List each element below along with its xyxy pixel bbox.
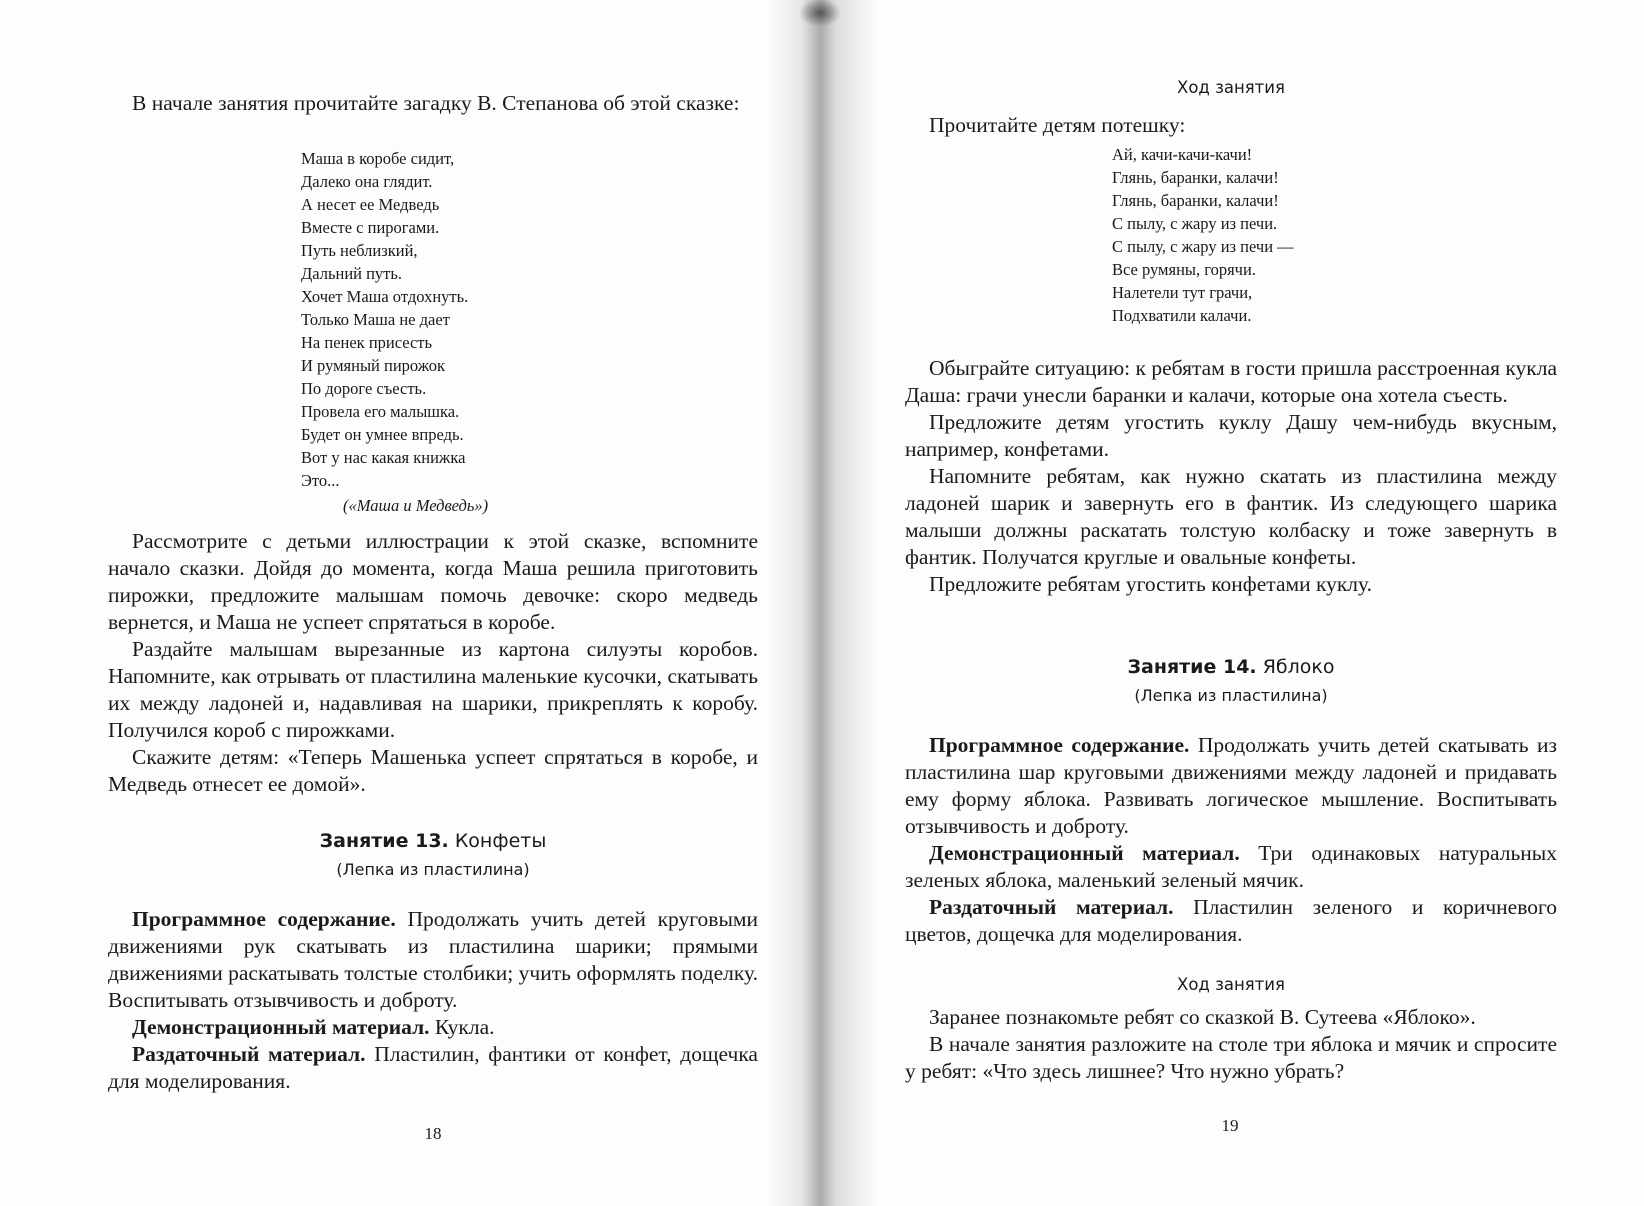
lesson-title xyxy=(905,656,1557,678)
right-page xyxy=(905,0,1557,1206)
poem-line: Путь неблизкий, xyxy=(301,241,418,260)
nursery-rhyme xyxy=(1112,143,1294,327)
poem-line: Вот у нас какая книжка xyxy=(301,448,466,467)
poem-line: С пылу, с жару из печи. xyxy=(1112,214,1278,233)
demo-text: Три одинаковых натуральных зеленых яблока, маленький зеленый мячик. xyxy=(905,841,1558,892)
poem-line: Подхватили калачи. xyxy=(1112,306,1252,325)
lesson-details xyxy=(905,732,1557,948)
program-paragraph xyxy=(905,732,1557,840)
lesson-label: Занятие 13. xyxy=(319,830,449,852)
left-page xyxy=(108,0,758,1206)
intro-paragraph: Прочитайте детям потешку: xyxy=(929,113,1186,137)
body-text xyxy=(905,355,1557,598)
program-text: Продолжать учить детей скатывать из пластилина шар круговыми движениями между ладоней и придавать ему форму яблока. Развивать логическое мышление. Воспитывать отзывчивость и доброту. xyxy=(905,733,1557,838)
poem-line: С пылу, с жару из печи — xyxy=(1112,237,1294,256)
handout-text: Пластилин зеленого и коричневого цветов, дощечка для моделирования. xyxy=(905,895,1557,946)
handout-label: Раздаточный материал. xyxy=(929,895,1174,919)
poem-answer: («Маша и Медведь») xyxy=(343,496,489,515)
page-number: 18 xyxy=(424,1124,442,1143)
program-label: Программное содержание. xyxy=(132,907,396,931)
program-text: Продолжать учить детей круговыми движениями рук скатывать из пластилина шарики; прямыми движениями раскатывать толстые столбики; учить оформлять поделку. Воспитывать отзывчивость и доброту. xyxy=(108,907,759,1012)
lesson-label: Занятие 14. xyxy=(1127,656,1257,678)
section-title: Ход занятия xyxy=(1177,975,1285,994)
demo-label: Демонстрационный материал. xyxy=(929,841,1240,865)
lesson-name: Яблоко xyxy=(1262,656,1335,678)
paragraph: Обыграйте ситуацию: к ребятам в гости пришла расстроенная кукла Даша: грачи унесли баранки и калачи, которые она хотела съесть. xyxy=(905,356,1557,407)
section-title: Ход занятия xyxy=(1177,78,1285,97)
binding-mark xyxy=(800,0,840,26)
demo-label: Демонстрационный материал. xyxy=(132,1015,430,1039)
poem-line: Налетели тут грачи, xyxy=(1112,283,1253,302)
handout-paragraph xyxy=(905,894,1557,948)
poem-line: Будет он умнее впредь. xyxy=(301,425,464,444)
paragraph: Раздайте малышам вырезанные из картона силуэты коробов. Напомните, как отрывать от пластилина маленькие кусочки, скатывать их между ладоней и, надавливая на шарики, прикреплять к коробу. Получился короб с пирожками. xyxy=(108,637,758,742)
riddle-poem xyxy=(301,147,488,518)
lesson-title xyxy=(108,830,758,852)
paragraph: Рассмотрите с детьми иллюстрации к этой сказке, вспомните начало сказки. Дойдя до момента, когда Маша решила приготовить пирожки, предложите малышам помочь девочке: скоро медведь вернется, и Маша не успеет спрятаться в коробе. xyxy=(108,529,758,634)
lesson-name: Конфеты xyxy=(454,830,547,852)
poem-line: А несет ее Медведь xyxy=(301,195,440,214)
poem-line: По дороге съесть. xyxy=(301,379,427,398)
demo-paragraph xyxy=(905,840,1557,894)
poem-line: Далеко она глядит. xyxy=(301,172,433,191)
program-label: Программное содержание. xyxy=(929,733,1190,757)
book-gutter-shadow xyxy=(768,0,878,1206)
lesson-subtitle: (Лепка из пластилина) xyxy=(1134,686,1328,705)
poem-line: Хочет Маша отдохнуть. xyxy=(301,287,469,306)
intro-paragraph: В начале занятия прочитайте загадку В. Степанова об этой сказке: xyxy=(132,91,740,115)
lesson-details xyxy=(108,906,758,1095)
paragraph: Предложите детям угостить куклу Дашу чем-нибудь вкусным, например, конфетами. xyxy=(905,410,1557,461)
paragraph: Заранее познакомьте ребят со сказкой В. Сутеева «Яблоко». xyxy=(929,1005,1476,1029)
poem-line: И румяный пирожок xyxy=(301,356,446,375)
paragraph: Напомните ребятам, как нужно скатать из пластилина между ладоней шарик и завернуть его в фантик. Из следующего шарика малыши должны раскатать толстую колбаску и тоже завернуть в фантик. Получатся круглые и овальные конфеты. xyxy=(905,464,1557,569)
handout-label: Раздаточный материал. xyxy=(132,1042,366,1066)
paragraph: Предложите ребятам угостить конфетами куклу. xyxy=(929,572,1373,596)
poem-line: Вместе с пирогами. xyxy=(301,218,440,237)
poem-line: Глянь, баранки, калачи! xyxy=(1112,168,1279,187)
poem-line: Провела его малышка. xyxy=(301,402,460,421)
poem-line: Маша в коробе сидит, xyxy=(301,149,455,168)
poem-line: Глянь, баранки, калачи! xyxy=(1112,191,1279,210)
program-paragraph xyxy=(108,906,758,1014)
paragraph: В начале занятия разложите на столе три яблока и мячик и спросите у ребят: «Что здесь лишнее? Что нужно убрать? xyxy=(905,1032,1557,1083)
lesson-heading xyxy=(108,830,758,879)
final-text xyxy=(905,1004,1557,1085)
paragraph: Скажите детям: «Теперь Машенька успеет спрятаться в коробе, и Медведь отнесет ее домой». xyxy=(108,745,758,796)
demo-paragraph xyxy=(108,1014,758,1041)
poem-line: Дальний путь. xyxy=(301,264,403,283)
poem-line: Это... xyxy=(301,471,340,490)
poem-line: На пенек присесть xyxy=(301,333,433,352)
poem-line: Ай, качи-качи-качи! xyxy=(1112,145,1253,164)
poem-line: Только Маша не дает xyxy=(301,310,450,329)
page-number: 19 xyxy=(1221,1116,1239,1135)
poem-line: Все румяны, горячи. xyxy=(1112,260,1256,279)
lesson-subtitle: (Лепка из пластилина) xyxy=(336,860,530,879)
demo-text: Кукла. xyxy=(429,1015,495,1039)
lesson-heading xyxy=(905,656,1557,705)
body-text xyxy=(108,528,758,798)
handout-text: Пластилин, фантики от конфет, дощечка для моделирования. xyxy=(108,1042,758,1093)
handout-paragraph xyxy=(108,1041,758,1095)
